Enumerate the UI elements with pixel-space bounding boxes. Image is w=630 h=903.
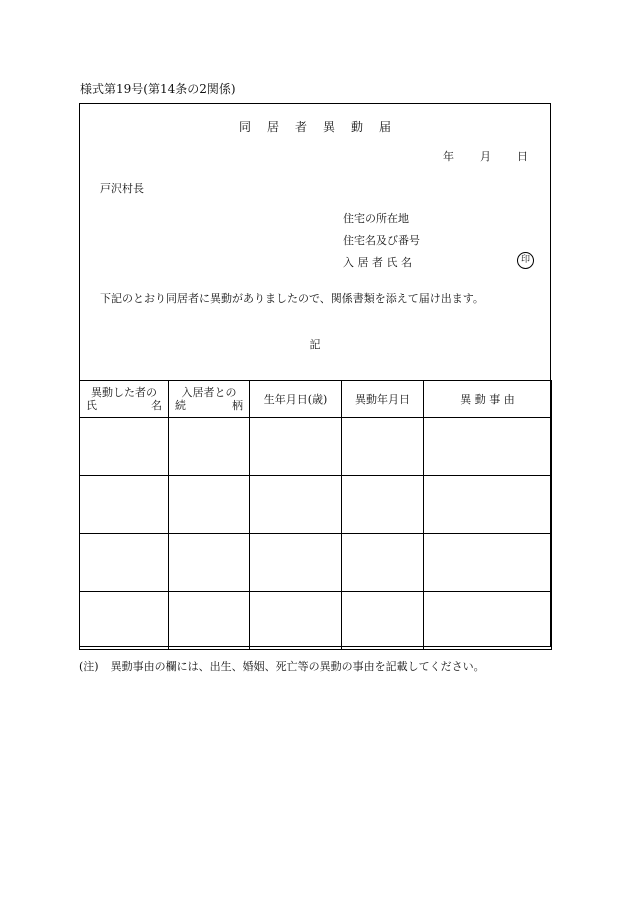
header-name-line2a: 氏: [86, 399, 97, 412]
records-table: [79, 380, 552, 650]
cell-relationship[interactable]: [169, 592, 250, 650]
cell-change-date[interactable]: [342, 592, 424, 650]
cell-reason[interactable]: [424, 476, 552, 534]
applicant-block: [343, 208, 420, 274]
cell-change-date[interactable]: [342, 476, 424, 534]
header-birthdate: 生年月日(歳): [250, 381, 342, 418]
header-rel-line1: 入居者との: [181, 386, 237, 399]
form-number: 様式第19号(第14条の2関係): [80, 82, 236, 96]
statement: 下記のとおり同居者に異動がありましたので、関係書類を添えて届け出ます。: [100, 292, 484, 305]
header-change-date: 異動年月日: [342, 381, 424, 418]
header-name: [80, 381, 169, 418]
header-row: [80, 381, 552, 418]
cell-name[interactable]: [80, 592, 169, 650]
header-relationship: [169, 381, 250, 418]
footnote: [79, 658, 485, 674]
cell-name[interactable]: [80, 418, 169, 476]
seal-icon: 印: [517, 252, 534, 269]
table-row: [80, 418, 552, 476]
form-frame: [79, 103, 551, 647]
header-rel-line2a: 続: [175, 399, 186, 412]
cell-relationship[interactable]: [169, 534, 250, 592]
table-row: [80, 476, 552, 534]
cell-birthdate[interactable]: [250, 476, 342, 534]
addressee: 戸沢村長: [100, 182, 144, 195]
cell-relationship[interactable]: [169, 418, 250, 476]
date-line: [443, 148, 528, 164]
header-rel-line2b: 柄: [232, 399, 243, 412]
cell-change-date[interactable]: [342, 534, 424, 592]
month-label: 月: [480, 150, 491, 163]
cell-birthdate[interactable]: [250, 418, 342, 476]
form-title: 同居者異動届: [238, 120, 407, 134]
cell-birthdate[interactable]: [250, 534, 342, 592]
table-row: [80, 592, 552, 650]
cell-birthdate[interactable]: [250, 592, 342, 650]
cell-reason[interactable]: [424, 592, 552, 650]
header-name-line2b: 名: [151, 399, 162, 412]
ki-marker: 記: [309, 338, 321, 351]
resident-name-label: 入 居 者 氏 名: [343, 256, 412, 269]
cell-name[interactable]: [80, 476, 169, 534]
address-label: 住宅の所在地: [343, 212, 409, 225]
cell-reason[interactable]: [424, 418, 552, 476]
year-label: 年: [443, 150, 454, 163]
name-number-label: 住宅名及び番号: [343, 234, 420, 247]
day-label: 日: [517, 150, 528, 163]
header-name-line1: 異動した者の: [91, 386, 157, 399]
header-reason: 異 動 事 由: [424, 381, 552, 418]
cell-reason[interactable]: [424, 534, 552, 592]
table-row: [80, 534, 552, 592]
cell-name[interactable]: [80, 534, 169, 592]
note-text: 異動事由の欄には、出生、婚姻、死亡等の異動の事由を記載してください。: [110, 660, 485, 673]
cell-change-date[interactable]: [342, 418, 424, 476]
cell-relationship[interactable]: [169, 476, 250, 534]
note-label: (注): [79, 660, 99, 673]
